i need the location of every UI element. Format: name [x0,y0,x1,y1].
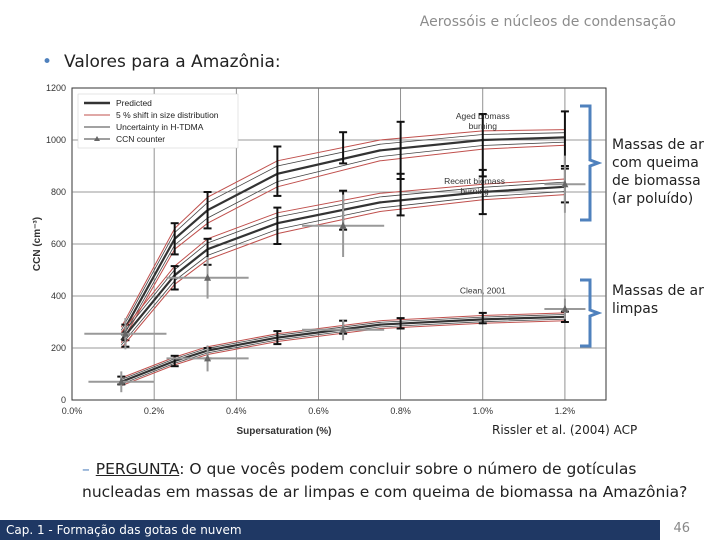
x-tick-label: 0.2% [143,406,165,416]
bullet-heading [42,52,281,72]
y-tick-label: 0 [60,395,66,405]
polluted-air-label [612,136,704,208]
legend-label: CCN counter [116,134,166,144]
dash-bullet-icon: – [82,460,90,478]
y-tick-label: 1000 [45,135,66,145]
x-tick-label: 1.2% [554,406,576,416]
footer-chapter: Cap. 1 - Formação das gotas de nuvem [6,523,242,537]
y-tick-label: 200 [50,343,66,353]
question-prefix: PERGUNTA [95,460,180,478]
polluted-label-line: (ar poluído) [612,191,694,207]
page-number: 46 [673,521,690,536]
polluted-label-line: Massas de ar [612,137,704,153]
legend-label: 5 % shift in size distribution [116,110,219,120]
question-text [82,458,702,504]
x-tick-label: 1.0% [472,406,494,416]
clean-air-label [612,282,704,318]
x-tick-label: 0.0% [61,406,83,416]
x-tick-label: 0.4% [226,406,247,416]
citation: Rissler et al. (2004) ACP [492,423,638,437]
y-tick-label: 1200 [45,83,66,93]
annotation-label: Recent biomass [444,176,506,187]
annotation-label: Clean, 2001 [459,285,506,296]
question-body: : O que vocês podem concluir sobre o número de gotículas nucleadas em massas de ar limpas e com queima de biomassa na Amazônia? [82,460,688,501]
annotation-label: Aged biomass [455,111,510,122]
x-tick-label: 0.8% [390,406,411,416]
clean-label-line: limpas [612,301,659,317]
clean-brace-icon [578,278,602,348]
x-axis-label: Supersaturation (%) [236,426,332,437]
y-axis-label: CCN (cm⁻³) [32,216,43,272]
x-tick-label: 0.6% [308,406,329,416]
annotation-label: burning [460,186,489,197]
y-tick-label: 400 [50,291,66,301]
bullet-dot-icon: • [42,52,53,72]
clean-label-line: Massas de ar [612,283,704,299]
bullet-text: Valores para a Amazônia: [64,52,281,72]
polluted-brace-icon [578,104,602,222]
polluted-label-line: de biomassa [612,173,701,189]
legend-label: Uncertainty in H-TDMA [116,122,204,132]
legend-label: Predicted [116,98,152,108]
polluted-label-line: com queima [612,155,699,171]
y-tick-label: 600 [50,239,66,249]
annotation-label: burning [468,121,497,132]
ccn-chart [0,78,610,438]
slide-header-title: Aerossóis e núcleos de condensação [419,14,676,30]
y-tick-label: 800 [50,187,66,197]
